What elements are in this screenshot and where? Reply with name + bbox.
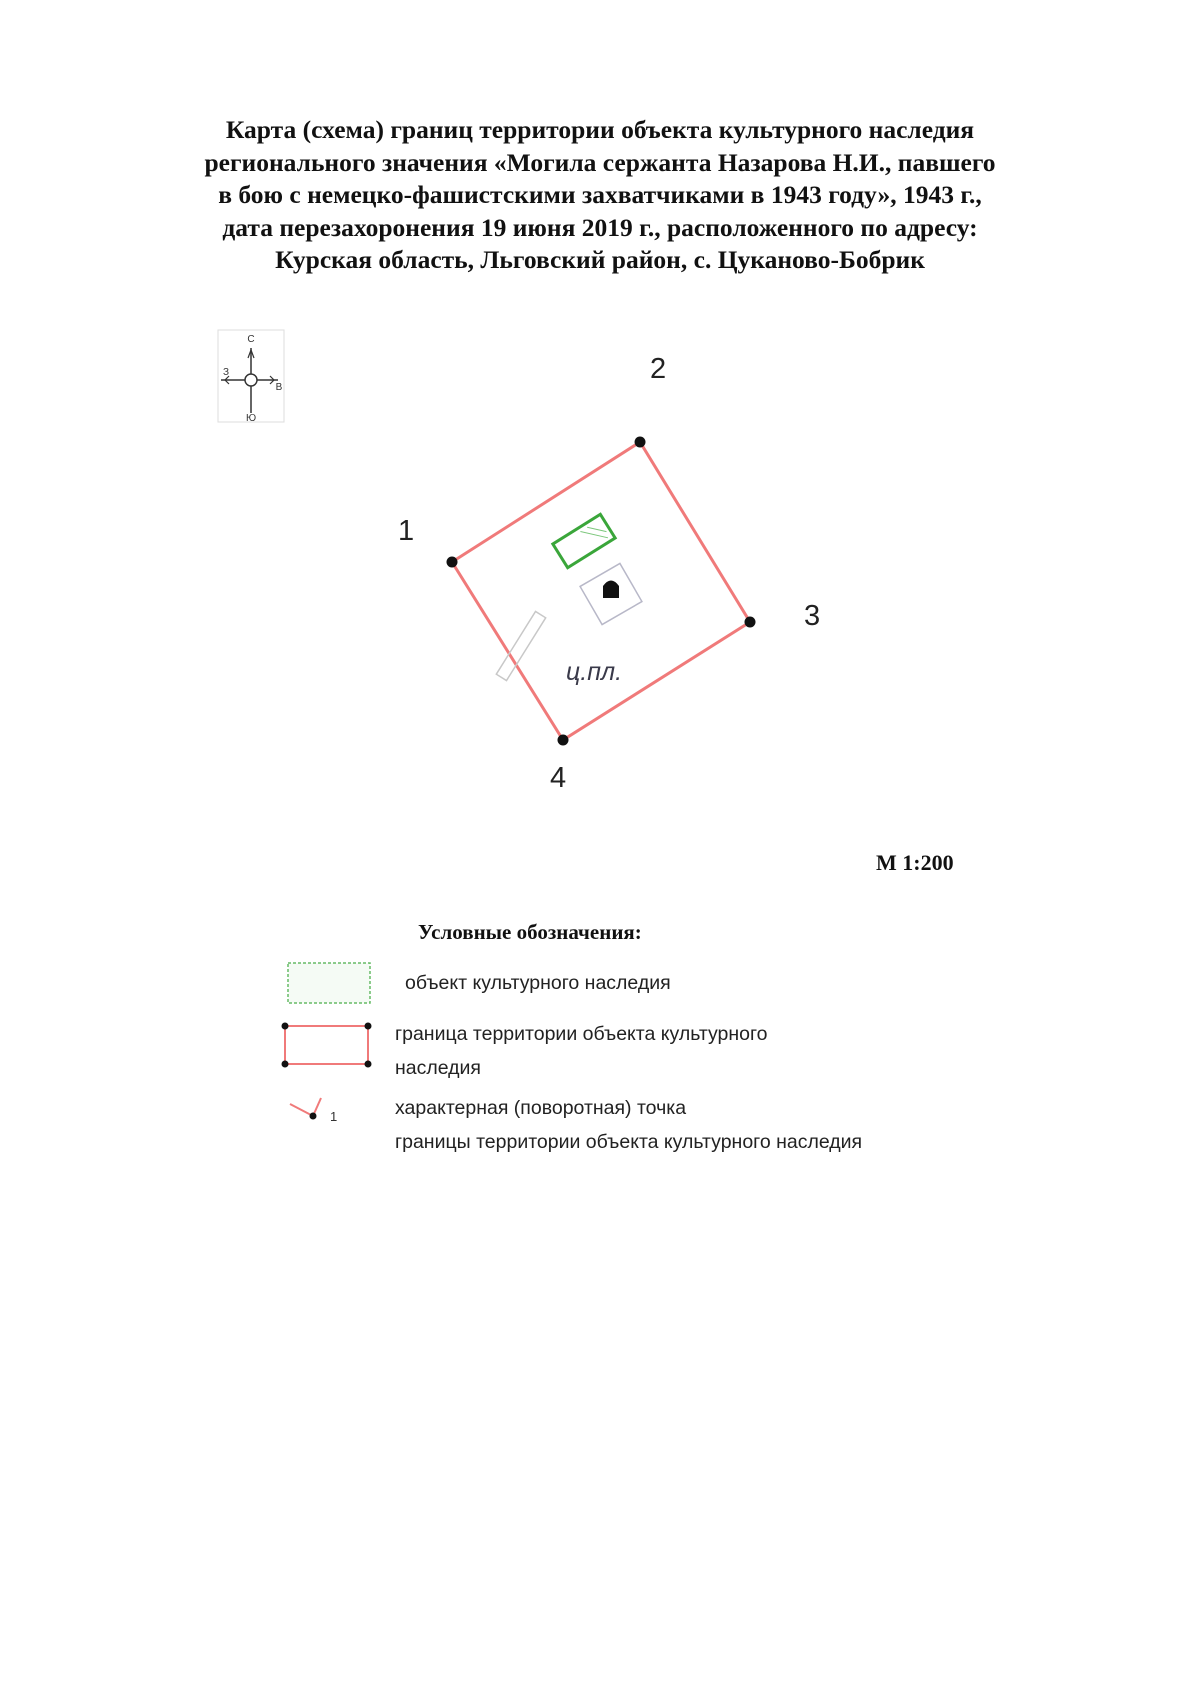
compass-south-label: Ю (245, 413, 257, 424)
area-label: ц.пл. (566, 658, 623, 686)
point-label-2: 2 (650, 353, 667, 385)
legend-point-marker (310, 1113, 317, 1120)
legend-item-text: характерная (поворотная) точка (395, 1097, 687, 1119)
legend-point-segment (290, 1104, 313, 1116)
legend-item-text: границы территории объекта культурного наследия (395, 1131, 863, 1153)
title-line: дата перезахоронения 19 июня 2019 г., расположенного по адресу: (222, 212, 978, 242)
legend-boundary-vertex (365, 1061, 372, 1068)
point-label-3: 3 (804, 600, 821, 632)
compass-east-label: В (275, 382, 283, 393)
legend-boundary-swatch (285, 1026, 368, 1064)
title-line: Курская область, Льговский район, с. Цуканово-Бобрик (275, 245, 925, 274)
legend-boundary-vertex (282, 1023, 289, 1030)
legend-boundary-vertex (282, 1061, 289, 1068)
legend-object-swatch (288, 963, 370, 1003)
legend-point-sample-label: 1 (330, 1109, 338, 1124)
legend-item-object (405, 966, 671, 1000)
legend-item-point (395, 1091, 862, 1159)
title-line: Карта (схема) границ территории объекта культурного наследия (225, 115, 975, 144)
legend-boundary-vertex (365, 1023, 372, 1030)
map-scale: М 1:200 (876, 850, 954, 875)
legend-title: Условные обозначения: (418, 920, 642, 944)
compass-west-label: З (222, 367, 230, 378)
point-label-1: 1 (398, 515, 415, 547)
point-label-4: 4 (550, 762, 567, 794)
title-line: регионального значения «Могила сержанта Назарова Н.И., павшего (204, 147, 996, 177)
compass-north-label: С (247, 334, 255, 345)
legend-item-text: объект культурного наследия (405, 972, 671, 994)
legend-item-text: наследия (395, 1057, 481, 1079)
title-line: в бою с немецко-фашистскими захватчиками в 1943 году», 1943 г., (218, 180, 982, 209)
legend-item-boundary (395, 1017, 768, 1085)
legend-item-text: граница территории объекта культурного (395, 1023, 768, 1045)
